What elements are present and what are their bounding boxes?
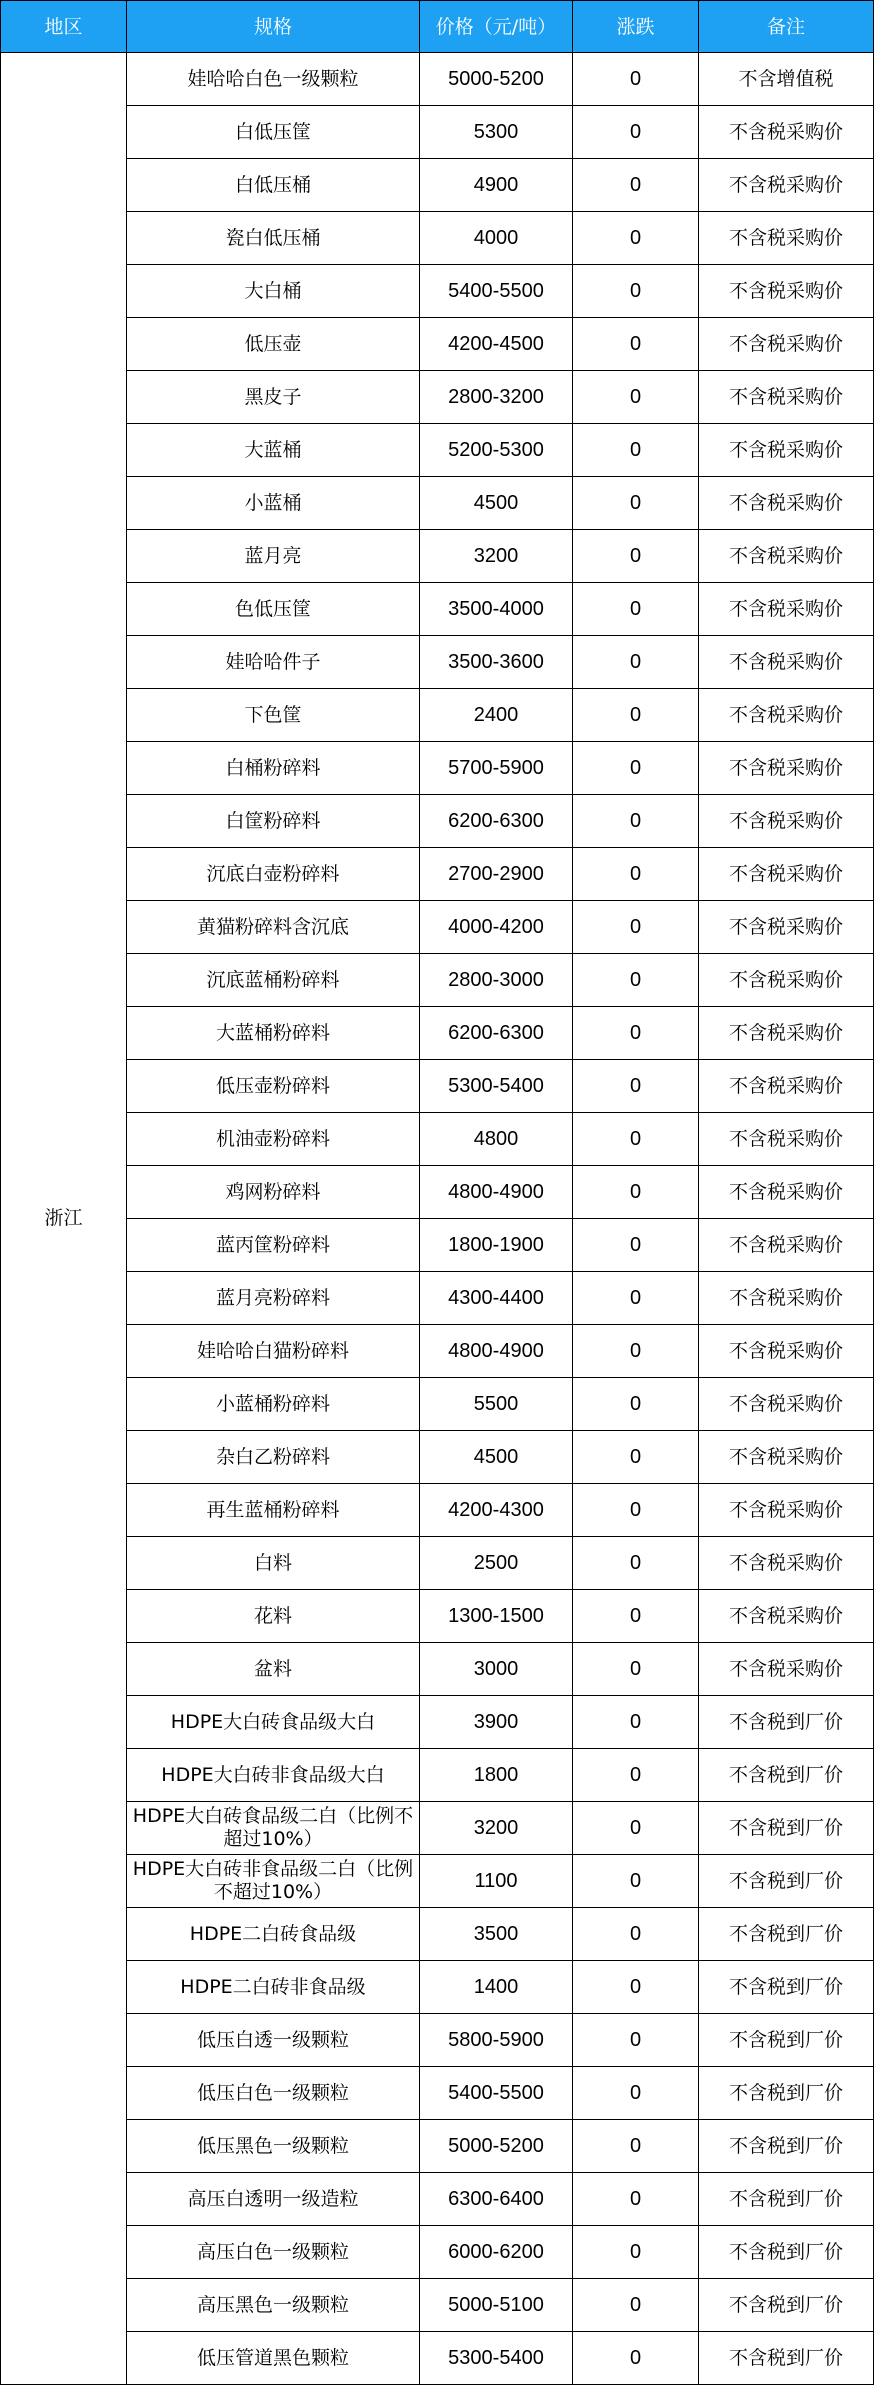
note-cell: 不含税采购价 — [699, 848, 874, 901]
spec-cell: 蓝丙筐粉碎料 — [127, 1219, 420, 1272]
spec-cell: 小蓝桶 — [127, 477, 420, 530]
note-cell: 不含税采购价 — [699, 1590, 874, 1643]
table-row — [1, 954, 874, 1007]
note-cell: 不含税采购价 — [699, 424, 874, 477]
change-cell: 0 — [573, 1484, 699, 1537]
price-cell: 3000 — [420, 1643, 573, 1696]
note-cell: 不含税采购价 — [699, 1484, 874, 1537]
header-change: 涨跌 — [573, 1, 699, 53]
note-cell: 不含税采购价 — [699, 530, 874, 583]
spec-cell: 低压管道黑色颗粒 — [127, 2332, 420, 2385]
header-spec: 规格 — [127, 1, 420, 53]
table-header — [1, 1, 874, 53]
change-cell: 0 — [573, 1007, 699, 1060]
price-cell: 5400-5500 — [420, 2067, 573, 2120]
spec-cell: 沉底白壶粉碎料 — [127, 848, 420, 901]
change-cell: 0 — [573, 371, 699, 424]
spec-cell: 盆料 — [127, 1643, 420, 1696]
header-price: 价格（元/吨） — [420, 1, 573, 53]
change-cell: 0 — [573, 583, 699, 636]
change-cell: 0 — [573, 212, 699, 265]
price-cell: 4000 — [420, 212, 573, 265]
change-cell: 0 — [573, 901, 699, 954]
note-cell: 不含税到厂价 — [699, 1961, 874, 2014]
table-row — [1, 530, 874, 583]
spec-cell: HDPE大白砖食品级大白 — [127, 1696, 420, 1749]
change-cell: 0 — [573, 53, 699, 106]
price-cell: 1800-1900 — [420, 1219, 573, 1272]
change-cell: 0 — [573, 2332, 699, 2385]
price-cell: 6200-6300 — [420, 795, 573, 848]
change-cell: 0 — [573, 477, 699, 530]
change-cell: 0 — [573, 106, 699, 159]
change-cell: 0 — [573, 1060, 699, 1113]
price-cell: 5400-5500 — [420, 265, 573, 318]
table-row — [1, 636, 874, 689]
change-cell: 0 — [573, 2279, 699, 2332]
change-cell: 0 — [573, 2173, 699, 2226]
spec-cell: HDPE二白砖非食品级 — [127, 1961, 420, 2014]
price-cell: 2800-3200 — [420, 371, 573, 424]
price-cell: 1400 — [420, 1961, 573, 2014]
table-row — [1, 1272, 874, 1325]
table-row — [1, 1007, 874, 1060]
table-row — [1, 159, 874, 212]
price-cell: 5800-5900 — [420, 2014, 573, 2067]
note-cell: 不含税到厂价 — [699, 2067, 874, 2120]
change-cell: 0 — [573, 1696, 699, 1749]
price-cell: 3500-3600 — [420, 636, 573, 689]
spec-cell: 色低压筐 — [127, 583, 420, 636]
note-cell: 不含税采购价 — [699, 1219, 874, 1272]
change-cell: 0 — [573, 318, 699, 371]
change-cell: 0 — [573, 1855, 699, 1908]
price-cell: 4500 — [420, 1431, 573, 1484]
note-cell: 不含税采购价 — [699, 1060, 874, 1113]
price-cell: 3200 — [420, 1802, 573, 1855]
table-row — [1, 1113, 874, 1166]
price-cell: 4300-4400 — [420, 1272, 573, 1325]
spec-cell: HDPE二白砖食品级 — [127, 1908, 420, 1961]
table-row — [1, 2173, 874, 2226]
change-cell: 0 — [573, 954, 699, 1007]
price-cell: 4800 — [420, 1113, 573, 1166]
spec-cell: 娃哈哈件子 — [127, 636, 420, 689]
spec-cell: 鸡网粉碎料 — [127, 1166, 420, 1219]
price-cell: 5000-5200 — [420, 53, 573, 106]
table-row — [1, 1802, 874, 1855]
spec-cell: 瓷白低压桶 — [127, 212, 420, 265]
table-row — [1, 1166, 874, 1219]
spec-cell: 大蓝桶粉碎料 — [127, 1007, 420, 1060]
spec-cell: HDPE大白砖非食品级大白 — [127, 1749, 420, 1802]
table-row — [1, 212, 874, 265]
table-row — [1, 424, 874, 477]
change-cell: 0 — [573, 1113, 699, 1166]
table-row — [1, 2014, 874, 2067]
price-cell: 2400 — [420, 689, 573, 742]
note-cell: 不含税采购价 — [699, 689, 874, 742]
price-cell: 2500 — [420, 1537, 573, 1590]
spec-cell: 白桶粉碎料 — [127, 742, 420, 795]
change-cell: 0 — [573, 2067, 699, 2120]
change-cell: 0 — [573, 265, 699, 318]
price-cell: 6200-6300 — [420, 1007, 573, 1060]
spec-cell: 沉底蓝桶粉碎料 — [127, 954, 420, 1007]
note-cell: 不含税采购价 — [699, 477, 874, 530]
note-cell: 不含税到厂价 — [699, 2279, 874, 2332]
spec-cell: 白低压筐 — [127, 106, 420, 159]
table-row — [1, 1696, 874, 1749]
spec-cell: 高压白透明一级造粒 — [127, 2173, 420, 2226]
table-row — [1, 742, 874, 795]
price-cell: 5500 — [420, 1378, 573, 1431]
note-cell: 不含税采购价 — [699, 795, 874, 848]
price-cell: 1800 — [420, 1749, 573, 1802]
note-cell: 不含税采购价 — [699, 1537, 874, 1590]
spec-cell: 低压白透一级颗粒 — [127, 2014, 420, 2067]
note-cell: 不含税采购价 — [699, 1378, 874, 1431]
change-cell: 0 — [573, 636, 699, 689]
table-row — [1, 371, 874, 424]
note-cell: 不含税采购价 — [699, 318, 874, 371]
table-row — [1, 848, 874, 901]
table-row — [1, 1908, 874, 1961]
table-row — [1, 1537, 874, 1590]
table-row — [1, 1431, 874, 1484]
table-row — [1, 106, 874, 159]
table-row — [1, 1325, 874, 1378]
price-cell: 3500-4000 — [420, 583, 573, 636]
spec-cell: 高压白色一级颗粒 — [127, 2226, 420, 2279]
note-cell: 不含增值税 — [699, 53, 874, 106]
price-cell: 5700-5900 — [420, 742, 573, 795]
price-cell: 4800-4900 — [420, 1325, 573, 1378]
note-cell: 不含税采购价 — [699, 1643, 874, 1696]
change-cell: 0 — [573, 1166, 699, 1219]
table-row — [1, 1749, 874, 1802]
spec-cell: 下色筐 — [127, 689, 420, 742]
table-row — [1, 2332, 874, 2385]
spec-cell: 低压壶 — [127, 318, 420, 371]
note-cell: 不含税采购价 — [699, 742, 874, 795]
spec-cell: 娃哈哈白猫粉碎料 — [127, 1325, 420, 1378]
price-cell: 1100 — [420, 1855, 573, 1908]
note-cell: 不含税采购价 — [699, 901, 874, 954]
table-row — [1, 1219, 874, 1272]
price-cell: 6000-6200 — [420, 2226, 573, 2279]
change-cell: 0 — [573, 530, 699, 583]
spec-cell: 白筐粉碎料 — [127, 795, 420, 848]
price-cell: 4500 — [420, 477, 573, 530]
table-row — [1, 1590, 874, 1643]
spec-cell: 蓝月亮粉碎料 — [127, 1272, 420, 1325]
price-cell: 5000-5100 — [420, 2279, 573, 2332]
note-cell: 不含税到厂价 — [699, 2173, 874, 2226]
note-cell: 不含税采购价 — [699, 106, 874, 159]
note-cell: 不含税到厂价 — [699, 1696, 874, 1749]
change-cell: 0 — [573, 1802, 699, 1855]
spec-cell: 蓝月亮 — [127, 530, 420, 583]
price-cell: 5300 — [420, 106, 573, 159]
note-cell: 不含税采购价 — [699, 212, 874, 265]
table-row — [1, 901, 874, 954]
table-row — [1, 583, 874, 636]
price-cell: 5300-5400 — [420, 1060, 573, 1113]
note-cell: 不含税采购价 — [699, 265, 874, 318]
table-row — [1, 1961, 874, 2014]
table-row — [1, 2226, 874, 2279]
spec-cell: HDPE大白砖食品级二白（比例不超过10%） — [127, 1802, 420, 1855]
note-cell: 不含税采购价 — [699, 583, 874, 636]
price-cell: 2700-2900 — [420, 848, 573, 901]
note-cell: 不含税采购价 — [699, 1431, 874, 1484]
note-cell: 不含税采购价 — [699, 159, 874, 212]
price-cell: 1300-1500 — [420, 1590, 573, 1643]
note-cell: 不含税采购价 — [699, 1325, 874, 1378]
price-cell: 5000-5200 — [420, 2120, 573, 2173]
spec-cell: 白低压桶 — [127, 159, 420, 212]
table-row — [1, 265, 874, 318]
change-cell: 0 — [573, 1378, 699, 1431]
spec-cell: 低压壶粉碎料 — [127, 1060, 420, 1113]
change-cell: 0 — [573, 1908, 699, 1961]
table-body — [1, 53, 874, 2385]
spec-cell: 机油壶粉碎料 — [127, 1113, 420, 1166]
change-cell: 0 — [573, 1537, 699, 1590]
price-cell: 4200-4500 — [420, 318, 573, 371]
change-cell: 0 — [573, 689, 699, 742]
table-row — [1, 1060, 874, 1113]
note-cell: 不含税到厂价 — [699, 1802, 874, 1855]
price-cell: 3200 — [420, 530, 573, 583]
spec-cell: 黄猫粉碎料含沉底 — [127, 901, 420, 954]
table-row — [1, 2067, 874, 2120]
note-cell: 不含税采购价 — [699, 954, 874, 1007]
spec-cell: 大蓝桶 — [127, 424, 420, 477]
note-cell: 不含税到厂价 — [699, 2014, 874, 2067]
note-cell: 不含税到厂价 — [699, 2120, 874, 2173]
change-cell: 0 — [573, 1643, 699, 1696]
table-row — [1, 2120, 874, 2173]
change-cell: 0 — [573, 424, 699, 477]
change-cell: 0 — [573, 1749, 699, 1802]
price-cell: 2800-3000 — [420, 954, 573, 1007]
change-cell: 0 — [573, 1590, 699, 1643]
change-cell: 0 — [573, 1431, 699, 1484]
spec-cell: 大白桶 — [127, 265, 420, 318]
spec-cell: 花料 — [127, 1590, 420, 1643]
region-cell: 浙江 — [1, 53, 127, 2385]
note-cell: 不含税采购价 — [699, 636, 874, 689]
table-row — [1, 1378, 874, 1431]
change-cell: 0 — [573, 159, 699, 212]
table-row — [1, 1855, 874, 1908]
note-cell: 不含税采购价 — [699, 1113, 874, 1166]
price-cell: 6300-6400 — [420, 2173, 573, 2226]
change-cell: 0 — [573, 1219, 699, 1272]
spec-cell: 再生蓝桶粉碎料 — [127, 1484, 420, 1537]
table-row — [1, 53, 874, 106]
price-cell: 4900 — [420, 159, 573, 212]
note-cell: 不含税采购价 — [699, 1272, 874, 1325]
header-row — [1, 1, 874, 53]
note-cell: 不含税采购价 — [699, 1007, 874, 1060]
change-cell: 0 — [573, 795, 699, 848]
price-cell: 3500 — [420, 1908, 573, 1961]
change-cell: 0 — [573, 2120, 699, 2173]
note-cell: 不含税到厂价 — [699, 1855, 874, 1908]
table-row — [1, 318, 874, 371]
spec-cell: 黑皮子 — [127, 371, 420, 424]
table-row — [1, 2279, 874, 2332]
price-cell: 4000-4200 — [420, 901, 573, 954]
table-row — [1, 477, 874, 530]
note-cell: 不含税到厂价 — [699, 2226, 874, 2279]
spec-cell: 低压白色一级颗粒 — [127, 2067, 420, 2120]
note-cell: 不含税到厂价 — [699, 1749, 874, 1802]
spec-cell: HDPE大白砖非食品级二白（比例不超过10%） — [127, 1855, 420, 1908]
header-region: 地区 — [1, 1, 127, 53]
spec-cell: 小蓝桶粉碎料 — [127, 1378, 420, 1431]
change-cell: 0 — [573, 2226, 699, 2279]
change-cell: 0 — [573, 742, 699, 795]
table-row — [1, 689, 874, 742]
spec-cell: 娃哈哈白色一级颗粒 — [127, 53, 420, 106]
header-note: 备注 — [699, 1, 874, 53]
price-cell: 5200-5300 — [420, 424, 573, 477]
spec-cell: 高压黑色一级颗粒 — [127, 2279, 420, 2332]
change-cell: 0 — [573, 2014, 699, 2067]
price-cell: 5300-5400 — [420, 2332, 573, 2385]
change-cell: 0 — [573, 1272, 699, 1325]
price-cell: 4200-4300 — [420, 1484, 573, 1537]
note-cell: 不含税到厂价 — [699, 2332, 874, 2385]
table-row — [1, 1484, 874, 1537]
spec-cell: 杂白乙粉碎料 — [127, 1431, 420, 1484]
spec-cell: 白料 — [127, 1537, 420, 1590]
table-row — [1, 795, 874, 848]
spec-cell: 低压黑色一级颗粒 — [127, 2120, 420, 2173]
change-cell: 0 — [573, 848, 699, 901]
change-cell: 0 — [573, 1325, 699, 1378]
price-cell: 4800-4900 — [420, 1166, 573, 1219]
note-cell: 不含税采购价 — [699, 1166, 874, 1219]
price-cell: 3900 — [420, 1696, 573, 1749]
note-cell: 不含税到厂价 — [699, 1908, 874, 1961]
table-row — [1, 1643, 874, 1696]
note-cell: 不含税采购价 — [699, 371, 874, 424]
change-cell: 0 — [573, 1961, 699, 2014]
